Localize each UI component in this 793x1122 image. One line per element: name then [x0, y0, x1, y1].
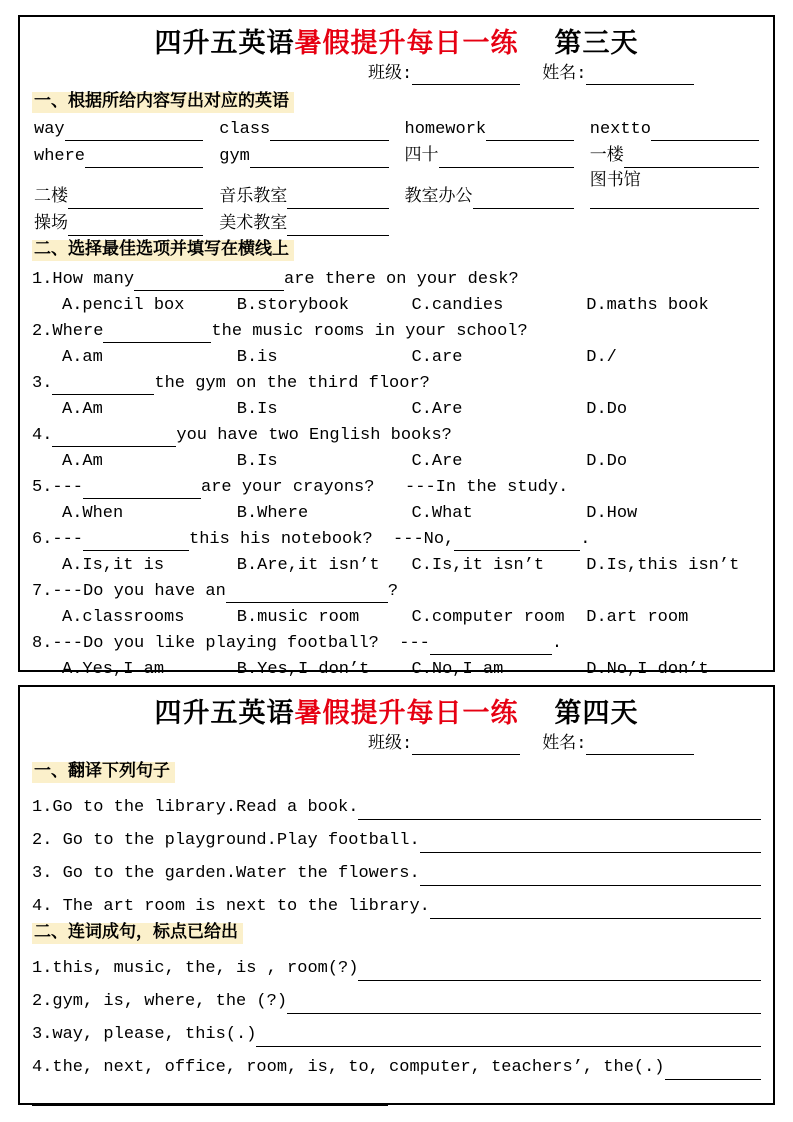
translation-row-text: 4. The art room is next to the library.	[32, 897, 430, 916]
option-label: A.pencil box	[62, 296, 185, 315]
worksheet-page-day3	[18, 15, 775, 679]
class-blank-line	[412, 736, 520, 755]
vocab-item	[405, 171, 574, 209]
vocab-label: class	[219, 120, 271, 139]
translation-row	[32, 820, 761, 853]
options-row	[32, 447, 761, 473]
question-block	[32, 629, 761, 681]
question-stem	[32, 577, 761, 603]
vocab-label: gym	[219, 147, 250, 166]
answer-blank-line	[430, 634, 552, 655]
section1-header: 一、根据所给内容写出对应的英语	[32, 92, 294, 113]
vocab-label: 美术教室	[219, 215, 288, 234]
rearrange-row	[32, 948, 761, 981]
option-label: D.Do	[586, 400, 628, 419]
vocab-label: 图书馆	[589, 172, 641, 191]
vocab-item	[590, 117, 759, 141]
vocab-blank-line	[486, 120, 574, 141]
translation-row-text: 1.Go to the library.Read a book.	[32, 798, 359, 817]
write-blank-line	[420, 831, 761, 853]
question-stem	[32, 421, 761, 447]
options-row	[32, 343, 761, 369]
translation-row	[32, 886, 761, 919]
title-highlight: 暑假提升每日一练	[294, 28, 519, 58]
student-info-line	[32, 61, 761, 88]
vocab-label: 二楼	[34, 188, 68, 207]
vocab-item	[219, 117, 388, 141]
question-block	[32, 265, 761, 317]
translation-row	[32, 787, 761, 820]
question-text: .	[551, 634, 563, 653]
translation-row	[32, 853, 761, 886]
question-stem	[32, 473, 761, 499]
student-info-line	[32, 731, 761, 758]
page-title-day4	[32, 695, 761, 731]
vocab-item	[219, 212, 388, 236]
vocab-blank-line	[624, 147, 759, 168]
vocab-label: 一楼	[589, 147, 624, 166]
options-row	[32, 395, 761, 421]
option-label: A.When	[62, 504, 124, 523]
translation-row-text: 3. Go to the garden.Water the flowers.	[32, 864, 420, 883]
title-highlight: 暑假提升每日一练	[294, 698, 519, 728]
options-row	[32, 499, 761, 525]
vocab-item	[34, 144, 203, 168]
option-label: A.Am	[62, 452, 103, 471]
option-label: B.Is	[236, 452, 278, 471]
worksheet-page-day4	[18, 685, 775, 1105]
question-stem	[32, 369, 761, 395]
option-label: A.Am	[62, 400, 103, 419]
vocab-label: 音乐教室	[219, 188, 288, 207]
option-label: B.Is	[236, 400, 278, 419]
rearrange-row	[32, 1014, 761, 1047]
option-label: D.art room	[586, 608, 689, 627]
vocab-label: way	[34, 120, 65, 139]
translation-row-text: 2. Go to the playground.Play football.	[32, 831, 420, 850]
option-label: D.How	[586, 504, 638, 523]
question-block	[32, 473, 761, 525]
vocab-label: nextto	[589, 120, 651, 139]
question-text: the gym on the third floor?	[154, 374, 430, 393]
question-block	[32, 317, 761, 369]
option-label: A.Is,it is	[62, 556, 165, 575]
vocab-item	[590, 171, 759, 209]
vocab-blank-line	[439, 147, 574, 168]
vocab-item	[34, 117, 203, 141]
write-blank-line	[256, 1025, 761, 1047]
question-text: the music rooms in your school?	[211, 322, 528, 341]
question-text: 1.How many	[32, 270, 135, 289]
multiple-choice-list	[32, 265, 761, 681]
question-text: you have two English books?	[176, 426, 452, 445]
answer-blank-line	[134, 270, 284, 291]
option-label: C.What	[411, 504, 473, 523]
vocab-label: 教室办公	[404, 188, 473, 207]
vocab-item	[34, 171, 203, 209]
section1-header-row	[32, 92, 761, 113]
extra-answer-line-row	[32, 1080, 761, 1106]
section2-header-row	[32, 240, 761, 261]
question-block	[32, 525, 761, 577]
option-label: D.No,I don’t	[586, 660, 709, 679]
vocab-item	[405, 144, 574, 168]
vocab-blank-line	[85, 147, 203, 168]
vocab-item	[34, 212, 203, 236]
answer-blank-line	[52, 374, 154, 395]
translation-list	[32, 787, 761, 919]
name-blank-line	[586, 66, 694, 85]
question-text: 2.Where	[32, 322, 104, 341]
option-label: D./	[586, 348, 617, 367]
question-text: 6.---	[32, 530, 84, 549]
option-label: C.Are	[411, 400, 463, 419]
write-blank-line	[358, 798, 761, 820]
write-blank-line	[420, 864, 761, 886]
option-label: A.am	[62, 348, 103, 367]
option-label: B.storybook	[236, 296, 349, 315]
class-blank-line	[412, 66, 520, 85]
options-row	[32, 291, 761, 317]
answer-blank-line	[226, 582, 388, 603]
options-row	[32, 603, 761, 629]
write-blank-line	[287, 992, 761, 1014]
option-label: D.Is,this isn’t	[586, 556, 740, 575]
vocab-item	[219, 144, 388, 168]
rearrange-header-row	[32, 923, 761, 944]
option-label: B.Yes,I don’t	[236, 660, 370, 679]
vocab-grid	[34, 117, 759, 236]
option-label: B.Where	[236, 504, 309, 523]
rearrange-row	[32, 1047, 761, 1080]
question-text: 7.---Do you have an	[32, 582, 226, 601]
vocab-blank-line	[651, 120, 759, 141]
answer-blank-line	[52, 426, 176, 447]
option-label: B.Are,it isn’t	[236, 556, 380, 575]
rearrange-list	[32, 948, 761, 1080]
rearrange-header: 二、连词成句，标点已给出	[32, 923, 243, 944]
vocab-blank-line	[68, 188, 203, 209]
vocab-blank-line	[68, 215, 203, 236]
vocab-blank-line	[590, 193, 759, 209]
question-text: this his notebook? ---No,	[189, 530, 455, 549]
vocab-item	[590, 144, 759, 168]
option-label: C.Is,it isn’t	[411, 556, 545, 575]
rearrange-row	[32, 981, 761, 1014]
answer-blank-line	[83, 478, 201, 499]
answer-blank-line	[454, 530, 580, 551]
name-label: 姓名:	[542, 65, 587, 84]
question-stem	[32, 629, 761, 655]
vocab-item	[405, 117, 574, 141]
write-blank-line	[665, 1058, 761, 1080]
options-row	[32, 551, 761, 577]
question-text: 3.	[32, 374, 53, 393]
write-blank-line	[358, 959, 761, 981]
rearrange-row-text: 1.this, music, the, is , room(?)	[32, 959, 359, 978]
option-label: C.No,I am	[411, 660, 504, 679]
option-label: C.candies	[411, 296, 504, 315]
question-block	[32, 369, 761, 421]
question-text: 4.	[32, 426, 53, 445]
question-stem	[32, 317, 761, 343]
answer-blank-line	[83, 530, 189, 551]
title-day: 第四天	[554, 698, 639, 728]
translate-header: 一、翻译下列句子	[32, 762, 175, 783]
question-text: 5.---	[32, 478, 84, 497]
vocab-item	[219, 171, 388, 209]
section2-header: 二、选择最佳选项并填写在横线上	[32, 240, 294, 261]
write-blank-line	[32, 1084, 388, 1106]
name-label: 姓名:	[542, 735, 587, 754]
question-block	[32, 421, 761, 473]
option-label: A.Yes,I am	[62, 660, 165, 679]
rearrange-row-text: 2.gym, is, where, the (?)	[32, 992, 288, 1011]
option-label: A.classrooms	[62, 608, 185, 627]
translate-header-row	[32, 762, 761, 783]
answer-blank-line	[103, 322, 211, 343]
name-blank-line	[586, 736, 694, 755]
option-label: B.music room	[236, 608, 360, 627]
option-label: B.is	[236, 348, 278, 367]
option-label: C.are	[411, 348, 463, 367]
option-label: D.Do	[586, 452, 628, 471]
rearrange-row-text: 3.way, please, this(.)	[32, 1025, 257, 1044]
vocab-label: homework	[404, 120, 487, 139]
title-course: 四升五英语	[154, 28, 295, 58]
vocab-label: 操场	[34, 215, 68, 234]
question-text: ?	[387, 582, 399, 601]
question-text: .	[580, 530, 591, 549]
option-label: D.maths book	[586, 296, 709, 315]
rearrange-row-text: 4.the, next, office, room, is, to, computer, teachers’, the(.)	[32, 1058, 665, 1077]
write-blank-line	[430, 897, 761, 919]
question-text: are your crayons? ---In the study.	[201, 478, 569, 497]
question-block	[32, 577, 761, 629]
question-text: 8.---Do you like playing football? ---	[32, 634, 430, 653]
class-label: 班级:	[368, 735, 413, 754]
class-label: 班级:	[368, 65, 413, 84]
vocab-blank-line	[287, 188, 388, 209]
option-label: C.computer room	[411, 608, 565, 627]
vocab-blank-line	[250, 147, 389, 168]
vocab-blank-line	[473, 188, 574, 209]
option-label: C.Are	[411, 452, 463, 471]
title-course: 四升五英语	[154, 698, 295, 728]
question-stem	[32, 525, 761, 551]
vocab-blank-line	[65, 120, 204, 141]
vocab-label: 四十	[404, 147, 439, 166]
options-row	[32, 655, 761, 681]
vocab-blank-line	[270, 120, 388, 141]
page-title-day3	[32, 25, 761, 61]
vocab-label: where	[34, 147, 86, 166]
question-text: are there on your desk?	[284, 270, 519, 289]
question-stem	[32, 265, 761, 291]
title-day: 第三天	[554, 28, 639, 58]
vocab-blank-line	[287, 215, 388, 236]
